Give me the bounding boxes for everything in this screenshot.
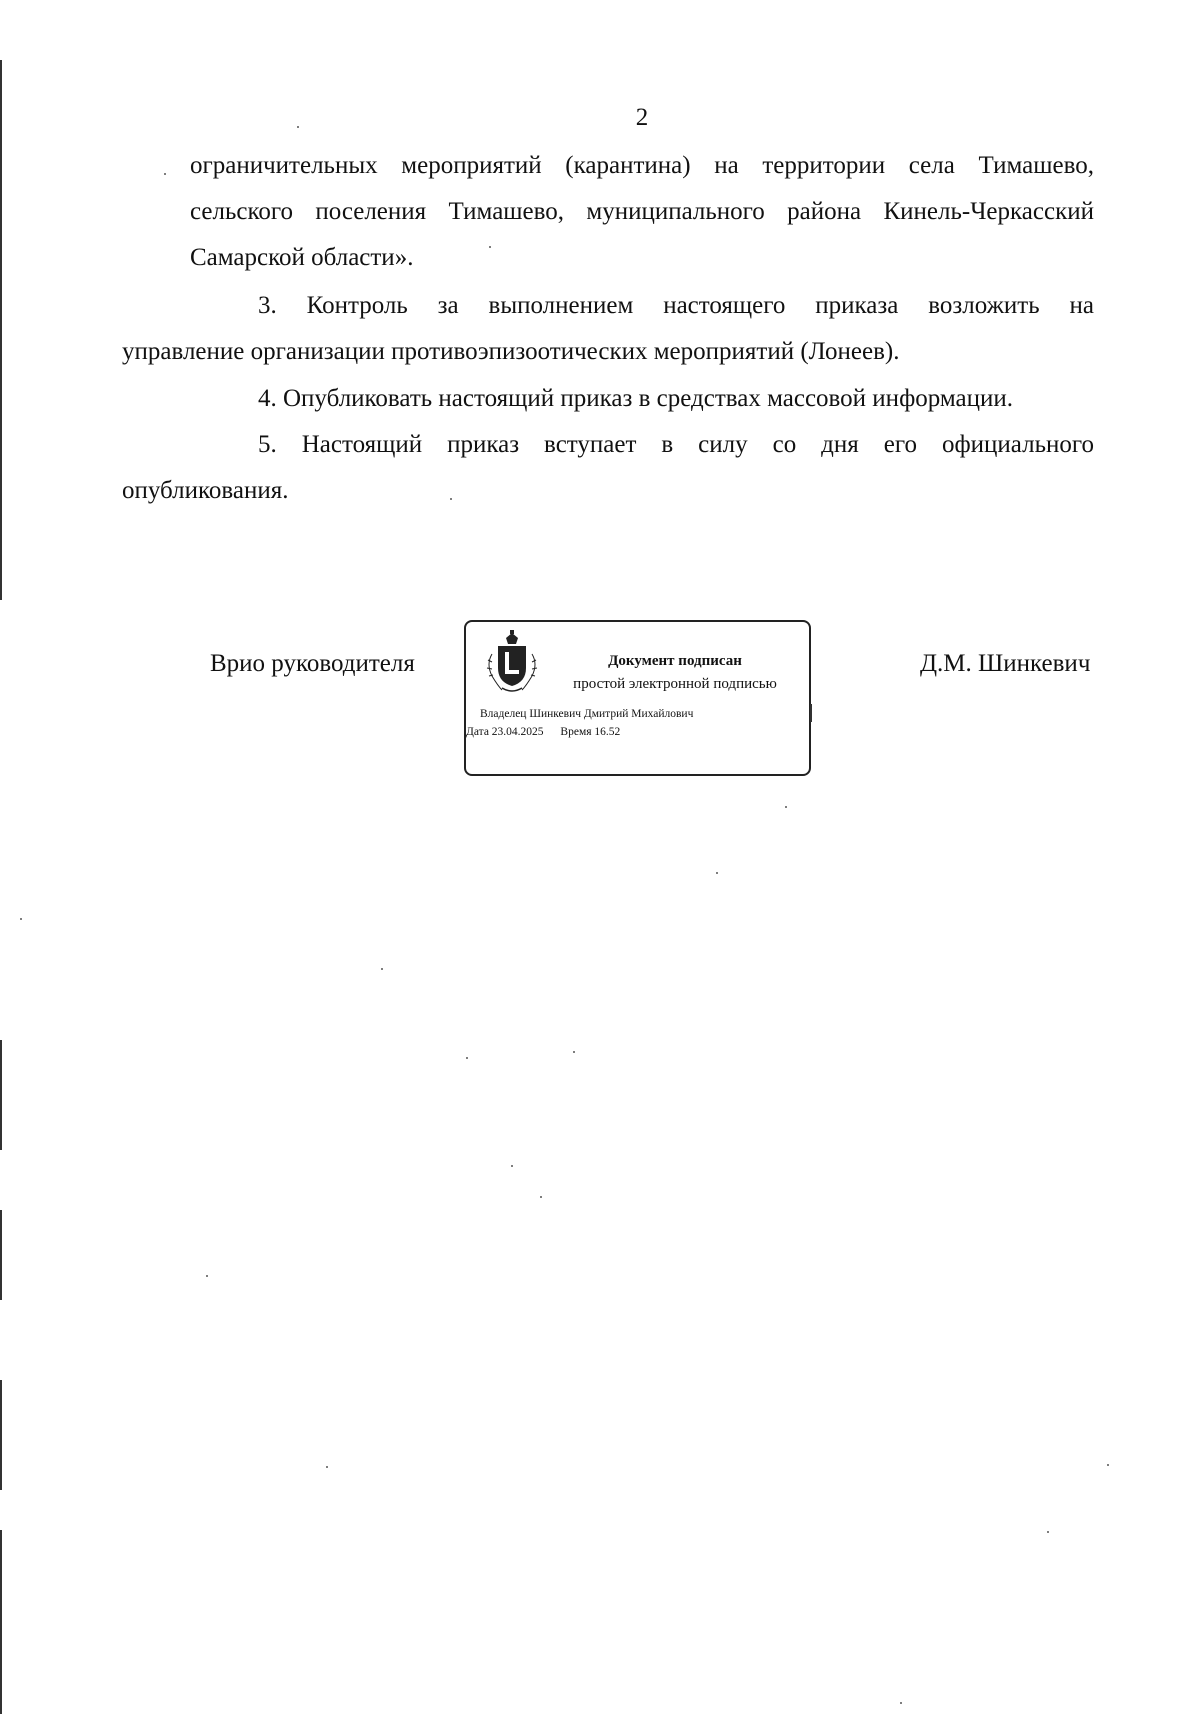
scan-edge-mark <box>0 1040 2 1150</box>
page-number: 2 <box>635 104 649 131</box>
paragraph-quarantine-clause <box>190 143 1094 281</box>
stamp-time: Время 16.52 <box>560 726 621 738</box>
scan-edge-mark <box>0 1530 2 1714</box>
stamp-title-line: простой электронной подписью <box>573 676 777 692</box>
electronic-signature-stamp <box>464 620 811 776</box>
paragraph-line: ограничительных мероприятий (карантина) на территории села Тимашево, <box>190 152 1094 179</box>
scan-edge-mark <box>0 1380 2 1490</box>
scan-speck <box>206 1275 208 1277</box>
scan-speck <box>466 1057 468 1059</box>
stamp-date: Дата 23.04.2025 <box>466 726 544 738</box>
scan-speck <box>1047 1531 1049 1533</box>
scan-speck <box>573 1051 575 1053</box>
scan-edge-mark <box>810 704 812 722</box>
stamp-owner: Владелец Шинкевич Дмитрий Михайлович <box>480 708 694 720</box>
scan-speck <box>20 918 22 920</box>
paragraph-line: 3. Контроль за выполнением настоящего приказа возложить на <box>258 292 1094 319</box>
stamp-date-time <box>466 726 634 738</box>
scan-speck <box>900 1702 902 1704</box>
scan-speck <box>326 1466 328 1468</box>
paragraph-item-5 <box>122 422 1094 514</box>
paragraph-line: сельского поселения Тимашево, муниципального района Кинель-Черкасский <box>190 198 1094 225</box>
scan-speck <box>297 126 299 128</box>
scan-edge-mark <box>0 60 2 600</box>
stamp-title-line: Документ подписан <box>608 653 742 669</box>
scan-speck <box>164 173 166 175</box>
scan-speck <box>716 872 718 874</box>
scan-speck <box>511 1165 513 1167</box>
scan-speck <box>450 498 452 500</box>
scan-speck <box>1107 1464 1109 1466</box>
scan-speck <box>540 1196 542 1198</box>
paragraph-line: опубликования. <box>122 477 289 504</box>
scan-speck <box>785 806 787 808</box>
signatory-name: Д.М. Шинкевич <box>920 650 1091 677</box>
paragraph-item-4: 4. Опубликовать настоящий приказ в средствах массовой информации. <box>258 385 1014 412</box>
scan-speck <box>489 246 491 248</box>
stamp-title <box>550 650 800 696</box>
paragraph-line: 5. Настоящий приказ вступает в силу со дня его официального <box>258 431 1094 458</box>
paragraph-line: управление организации противоэпизоотических мероприятий (Лонеев). <box>122 338 900 365</box>
coat-of-arms-icon <box>484 630 540 698</box>
paragraph-line: Самарской области». <box>190 244 414 271</box>
scan-speck <box>381 968 383 970</box>
scan-edge-mark <box>0 1210 2 1300</box>
signatory-position: Врио руководителя <box>210 650 415 677</box>
paragraph-item-3 <box>122 283 1094 375</box>
